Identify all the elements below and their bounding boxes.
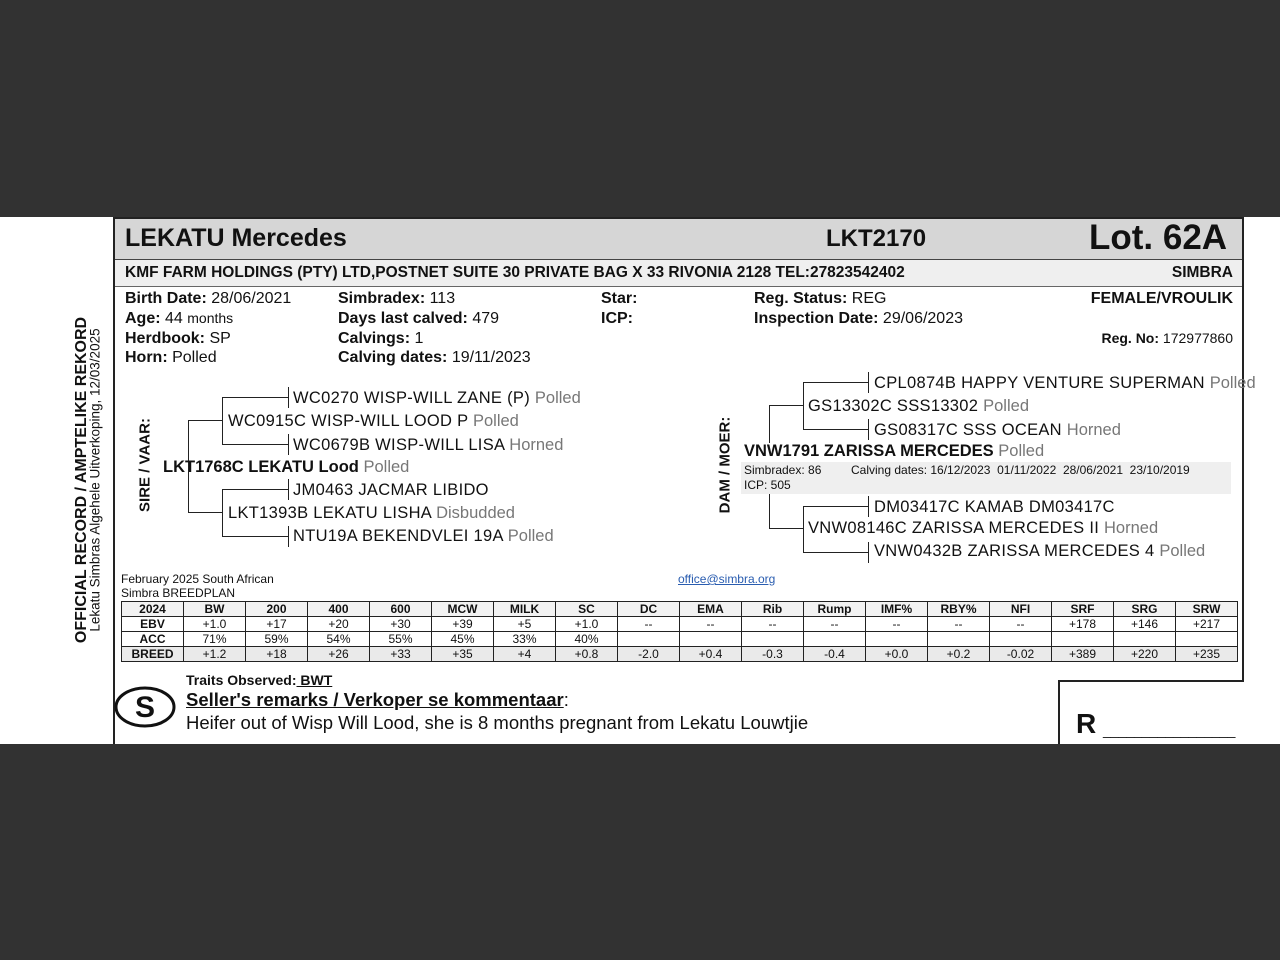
dds-tick [868,496,869,517]
ebv-row-label: ACC [122,632,184,647]
sale-subtitle: Lekatu Simbras Algehele Uitverkoping, 12/03/2025 [87,328,103,632]
ssd-tick [288,434,289,455]
reg-status: Reg. Status: REG [754,290,887,307]
ebv-cell: +0.0 [866,647,928,662]
dam: VNW1791 ZARISSA MERCEDES Polled [744,442,1045,460]
ebv-row-label: BREED [122,647,184,662]
dam-calving-dates: Calving dates: 16/12/2023 01/11/2022 28/06/2021 23/10/2019 [851,463,1190,477]
ebv-cell: +4 [494,647,556,662]
sellers-remarks-heading: Seller's remarks / Verkoper se kommentaar: [186,689,569,710]
simbra-logo-icon [113,684,177,730]
ebv-cell: +235 [1176,647,1238,662]
ebv-cell [928,632,990,647]
ebv-header-cell: RBY% [928,602,990,617]
ebv-cell: -- [680,617,742,632]
sd-bracket-top [222,489,288,490]
ebv-header-cell: SRF [1052,602,1114,617]
dam-bracket-upper [769,405,770,443]
ebv-cell: -2.0 [618,647,680,662]
dam-sire-dam: GS08317C SSS OCEAN Horned [874,421,1121,439]
sire: LKT1768C LEKATU Lood Polled [163,458,410,476]
sire-dam-dam: NTU19A BEKENDVLEI 19A Polled [293,527,554,545]
ebv-row-acc [122,632,1238,647]
sire-sire-dam: WC0679B WISP-WILL LISA Horned [293,436,564,454]
ebv-header-cell: MCW [432,602,494,617]
ebv-header-cell: SC [556,602,618,617]
ebv-cell: +1.0 [184,617,246,632]
ebv-cell: +146 [1114,617,1176,632]
ebv-header-cell: EMA [680,602,742,617]
ebv-cell: 45% [432,632,494,647]
ebv-cell [742,632,804,647]
icp-label: ICP: [601,310,633,327]
ddd-tick [868,542,869,563]
sellers-remarks-text: Heifer out of Wisp Will Lood, she is 8 months pregnant from Lekatu Louwtjie [186,712,809,733]
sd-bracket-bottom [222,536,288,537]
r-line: _________________ [1103,722,1236,738]
ebv-cell [680,632,742,647]
sire-sire: WC0915C WISP-WILL LOOD P Polled [228,412,519,430]
days-last-calved: Days last calved: 479 [338,310,500,327]
calvings: Calvings: 1 [338,330,424,347]
sire-bracket-bottom [188,512,222,513]
breedplan-line1: February 2025 South African [121,572,274,586]
dsd-tick [868,419,869,440]
ebv-row-label: EBV [122,617,184,632]
ebv-header-cell: 600 [370,602,432,617]
ebv-header-cell: Rib [742,602,804,617]
ebv-cell: +1.2 [184,647,246,662]
ebv-header-cell: IMF% [866,602,928,617]
ebv-header-cell: Rump [804,602,866,617]
dam-dam-sire: DM03417C KAMAB DM03417C [874,498,1115,516]
ds-bracket-top [803,382,868,383]
ebv-cell: -0.4 [804,647,866,662]
traits-observed: Traits Observed: BWT [186,672,333,688]
ebv-cell: +217 [1176,617,1238,632]
ebv-cell: +220 [1114,647,1176,662]
ebv-cell: -- [742,617,804,632]
ebv-cell: +5 [494,617,556,632]
email-link[interactable]: office@simbra.org [678,572,776,586]
owner-address: KMF FARM HOLDINGS (PTY) LTD,POSTNET SUITE 30 PRIVATE BAG X 33 RIVONIA 2128 TEL:27823542402 [125,264,905,281]
ebv-row-breed [122,647,1238,662]
ebv-cell: +30 [370,617,432,632]
ebv-cell: +0.2 [928,647,990,662]
ebv-cell: +389 [1052,647,1114,662]
simbradex: Simbradex: 113 [338,290,456,307]
horn-status: Horn: Polled [125,349,217,366]
inspection-date: Inspection Date: 29/06/2023 [754,310,963,327]
sd-bracket [222,489,223,536]
dam-bracket-top [769,405,803,406]
dam-sire-sire: CPL0874B HAPPY VENTURE SUPERMAN Polled [874,374,1256,392]
ebv-cell: +178 [1052,617,1114,632]
animal-id-code: LKT2170 [826,225,927,252]
ebv-cell [990,632,1052,647]
ebv-cell: +20 [308,617,370,632]
breed-label: SIMBRA [1171,264,1233,281]
ebv-cell: -- [928,617,990,632]
ebv-cell: +0.4 [680,647,742,662]
ebv-cell: 33% [494,632,556,647]
sire-label: SIRE / VAAR: [136,418,154,512]
animal-name: LEKATU Mercedes [125,224,347,252]
ss-bracket-bottom [222,444,288,445]
official-record-title: OFFICIAL RECORD / AMPTELIKE REKORD [73,316,90,644]
ebv-cell: 55% [370,632,432,647]
star-label: Star: [601,290,638,307]
ebv-cell: -- [804,617,866,632]
dam-bracket-lower [769,494,770,528]
ebv-cell [866,632,928,647]
sex-label: FEMALE/VROULIK [1090,290,1233,307]
ebv-cell: -0.02 [990,647,1052,662]
dam-sire: GS13302C SSS13302 Polled [808,397,1029,415]
r-letter: R [1076,708,1097,739]
sire-sire-sire: WC0270 WISP-WILL ZANE (P) Polled [293,389,581,407]
ebv-cell: +26 [308,647,370,662]
ebv-header-cell: SRW [1176,602,1238,617]
ss-bracket [222,397,223,444]
ebv-cell: 40% [556,632,618,647]
ebv-cell: +17 [246,617,308,632]
ebv-cell [618,632,680,647]
ebv-row-ebv [122,617,1238,632]
ds-bracket [803,382,804,429]
sdd-tick [288,526,289,547]
ebv-cell [804,632,866,647]
dam-simbradex: Simbradex: 86 [744,463,822,477]
ebv-cell [1114,632,1176,647]
ebv-cell: +39 [432,617,494,632]
ebv-cell: +18 [246,647,308,662]
ebv-cell [1176,632,1238,647]
sire-dam: LKT1393B LEKATU LISHA Disbudded [228,504,515,522]
dam-bracket-bottom [769,528,803,529]
ebv-cell [1052,632,1114,647]
ss-bracket-top [222,397,288,398]
ebv-cell: +33 [370,647,432,662]
ebv-header-row [122,602,1238,617]
dam-icp: ICP: 505 [744,478,791,492]
sds-tick [288,479,289,500]
dam-dam-dam: VNW0432B ZARISSA MERCEDES 4 Polled [874,542,1206,560]
birth-date: Birth Date: 28/06/2021 [125,290,292,307]
logo-letter: S [134,691,156,724]
ebv-cell: -- [618,617,680,632]
sire-dam-sire: JM0463 JACMAR LIBIDO [293,481,489,499]
ebv-cell: 71% [184,632,246,647]
ebv-table [121,601,1238,662]
breedplan-line2: Simbra BREEDPLAN [121,586,236,600]
ebv-header-cell: BW [184,602,246,617]
herdbook: Herdbook: SP [125,330,231,347]
ebv-cell: +35 [432,647,494,662]
dss-tick [868,372,869,393]
calving-dates: Calving dates: 19/11/2023 [338,349,531,366]
lot-number: Lot. 62A [1089,218,1228,257]
dd-bracket-top [803,506,868,507]
sire-bracket-top [188,420,222,421]
dd-bracket [803,506,804,552]
ebv-cell: 54% [308,632,370,647]
ebv-header-cell: 400 [308,602,370,617]
sss-tick [288,387,289,408]
ebv-header-cell: SRG [1114,602,1176,617]
ebv-cell: -- [990,617,1052,632]
dam-label: DAM / MOER: [716,416,734,514]
age: Age: 44 months [125,310,234,327]
ebv-header-cell: MILK [494,602,556,617]
ebv-cell: +0.8 [556,647,618,662]
ebv-header-cell: NFI [990,602,1052,617]
dd-bracket-bottom [803,552,868,553]
reg-number: Reg. No: 172977860 [1101,330,1233,346]
ebv-cell: 59% [246,632,308,647]
dam-dam: VNW08146C ZARISSA MERCEDES II Horned [808,519,1159,537]
ebv-header-cell: 200 [246,602,308,617]
ebv-header-cell: DC [618,602,680,617]
ebv-header-cell: 2024 [122,602,184,617]
ds-bracket-bottom [803,429,868,430]
ebv-cell: +1.0 [556,617,618,632]
ebv-cell: -- [866,617,928,632]
ebv-cell: -0.3 [742,647,804,662]
